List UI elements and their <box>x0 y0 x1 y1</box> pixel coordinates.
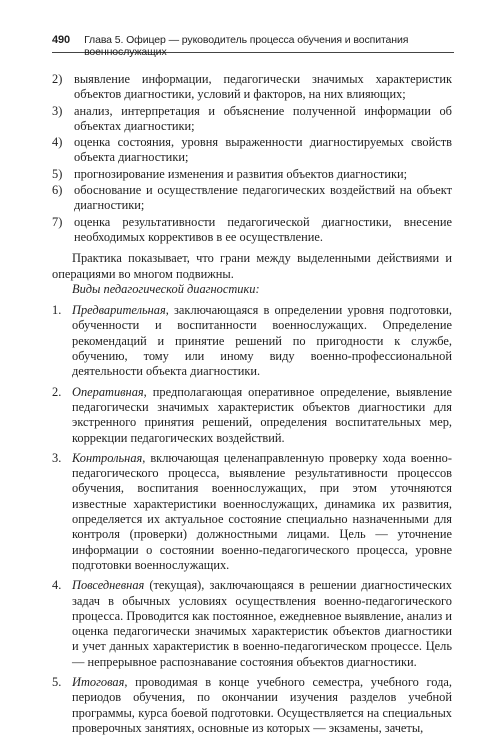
list-item <box>52 183 452 214</box>
diagnostics-type-description: , заключающаяся в определении уровня подготовки, обученности и воспитанности военнослужащих. Определение рекомендаций и принятие решений по пригодности к службе, обучению, тому или иному виду военно-профессиональной деятельности объекта диагностики. <box>72 303 452 379</box>
list-item <box>52 167 452 182</box>
body-paragraph: Практика показывает, что грани между выделенными действиями и операциями во многом подвижны. <box>52 251 452 281</box>
diagnostics-types-list <box>52 303 452 736</box>
list-item-text: оценка состояния, уровня выраженности диагностируемых свойств объекта диагностики; <box>74 135 452 165</box>
running-header <box>52 34 454 58</box>
diagnostics-type-number: 3. <box>52 450 62 465</box>
diagnostics-type-description: , проводимая в конце учебного семестра, учебного года, периодов обучения, по окончании изучения разделов учебной программы, курса боевой подготовки. Осуществляется на специальных проверочных занятиях, основные из которых — экзамены, зачеты, <box>72 674 452 735</box>
list-item <box>52 72 452 103</box>
actions-list <box>52 72 452 245</box>
page-body <box>52 72 452 741</box>
diagnostics-type-name: Оперативная <box>72 384 144 399</box>
diagnostics-type-number: 1. <box>52 303 62 318</box>
list-item-number: 2) <box>52 72 63 86</box>
list-item <box>52 104 452 135</box>
list-item-text: прогнозирование изменения и развития объектов диагностики; <box>74 166 408 181</box>
diagnostics-type-item <box>52 578 452 670</box>
diagnostics-type-number: 2. <box>52 384 62 399</box>
list-item-text: выявление информации, педагогически значимых характеристик объектов диагностики, условий и факторов, на них влияющих; <box>74 72 452 102</box>
list-item-number: 6) <box>52 183 63 198</box>
diagnostics-type-item <box>52 303 452 379</box>
list-item-text: обоснование и осуществление педагогических воздействий на объект диагностики; <box>74 183 452 213</box>
chapter-title: Глава 5. Офицер — руководитель процесса обучения и воспитания военнослужащих <box>84 34 409 58</box>
diagnostics-type-number: 4. <box>52 578 62 593</box>
diagnostics-type-name: Итоговая <box>72 674 125 689</box>
diagnostics-type-description: , предполагающая оперативное определение, выявление педагогически значимых характеристик объектов диагностики для экстренного принятия решений, определения воспитательных мер, коррекции педагогических воздействий. <box>72 384 452 445</box>
diagnostics-type-item <box>52 675 452 736</box>
diagnostics-type-name: Предварительная <box>72 303 166 318</box>
list-item-number: 7) <box>52 214 63 229</box>
diagnostics-type-item <box>52 385 452 446</box>
list-item-number: 4) <box>52 135 63 150</box>
diagnostics-type-description: , включающая целенаправленную проверку хода военно-педагогического процесса, выявление результативности процессов обучения, воспитания военнослужащих, при этом уточняются известные характеристики военнослужащих, динамика их развития, определяется их актуальное состояние специально назначенными для контроля (проверки) должностными лицами. Цель — уточнение информации о состоянии военно-педагогического процесса, уровне подготовки военнослужащих. <box>72 450 452 572</box>
diagnostics-type-name: Контрольная <box>72 450 143 465</box>
list-item-text: оценка результативности педагогической диагностики, внесение необходимых коррективов в ее осуществление. <box>74 214 452 244</box>
list-item-text: анализ, интерпретация и объяснение полученной информации об объектах диагностики; <box>74 103 452 133</box>
page-number: 490 <box>52 34 71 46</box>
diagnostics-type-name: Повседневная <box>72 578 145 593</box>
list-item-number: 5) <box>52 166 63 181</box>
diagnostics-type-number: 5. <box>52 674 62 689</box>
list-item <box>52 135 452 166</box>
list-item <box>52 215 452 246</box>
diagnostics-type-description: (текущая), заключающаяся в решении диагностических задач в обычных условиях осуществления военно-педагогического процесса. Проводится как постоянное, ежедневное выявление, анализ и оценка педагогически значимых характеристик объектов диагностики и учет данных характеристик в военно-педагогическом процессе. Цель — непрерывное распознавание состояния объектов диагностики. <box>72 578 452 669</box>
section-heading: Виды педагогической диагностики: <box>72 281 260 296</box>
list-item-number: 3) <box>52 103 63 118</box>
diagnostics-type-item <box>52 451 452 573</box>
